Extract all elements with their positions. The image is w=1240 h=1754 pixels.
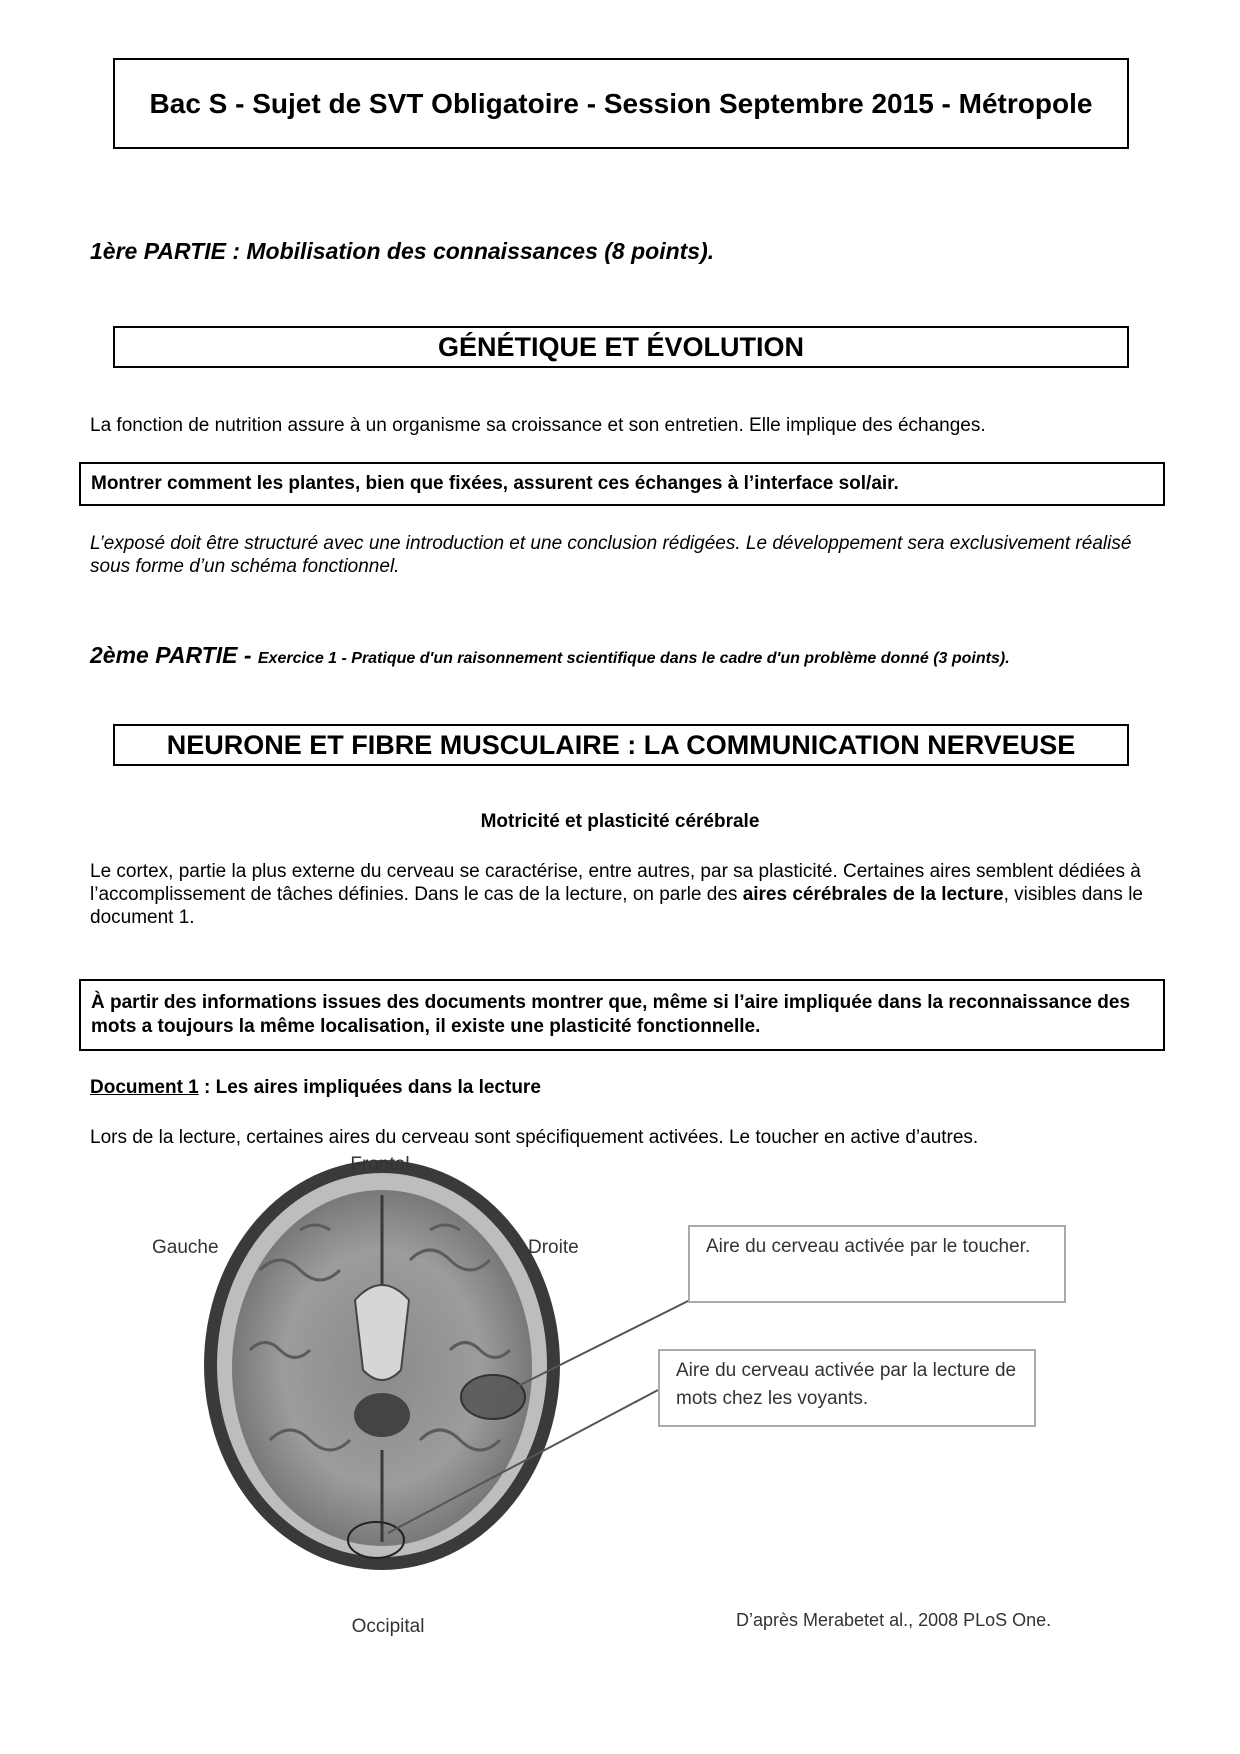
cortex-text-1: Le cortex, partie la plus externe du cerveau se caractérise, entre autres, par sa plasticité. Certaines aires semblent dédiées à l’accomplissement de tâches définies. Dans le cas de la lecture, on parle des <box>90 861 1141 905</box>
header-title-box <box>113 58 1129 149</box>
cortex-text-2: , visibles dans le document 1. <box>90 884 1143 928</box>
part2-cortex-paragraph <box>90 860 1160 929</box>
part1-heading: 1ère PARTIE : Mobilisation des connaissances (8 points). <box>90 238 715 264</box>
label-droite: Droite <box>528 1237 579 1258</box>
part2-heading <box>90 644 1150 670</box>
part1-theme: GÉNÉTIQUE ET ÉVOLUTION <box>437 331 805 362</box>
part1-task-box <box>79 462 1165 506</box>
label-gauche: Gauche <box>152 1237 219 1258</box>
part1-intro: La fonction de nutrition assure à un organisme sa croissance et son entretien. Elle implique des échanges. <box>90 415 986 436</box>
part2-task-box <box>79 979 1165 1051</box>
part2-heading-sub: Exercice 1 - Pratique d'un raisonnement scientifique dans le cadre d'un problème donné (3 points). <box>257 650 1010 667</box>
part2-theme: NEURONE ET FIBRE MUSCULAIRE : LA COMMUNICATION NERVEUSE <box>166 729 1076 760</box>
label-occipital: Occipital <box>351 1616 425 1637</box>
figure-credit: D’après Merabetet al., 2008 PLoS One. <box>736 1610 1052 1630</box>
part2-heading-main: 2ème PARTIE - <box>90 642 258 668</box>
callout-touch: Aire du cerveau activée par le toucher. <box>688 1225 1066 1303</box>
document1-label: Document 1 <box>90 1077 199 1098</box>
part1-task: Montrer comment les plantes, bien que fixées, assurent ces échanges à l’interface sol/air. <box>91 473 899 494</box>
document1-text: Lors de la lecture, certaines aires du cerveau sont spécifiquement activées. Le toucher en active d’autres. <box>90 1127 979 1148</box>
callout-reading: Aire du cerveau activée par la lecture de mots chez les voyants. <box>658 1349 1036 1427</box>
page-title: Bac S - Sujet de SVT Obligatoire - Session Septembre 2015 - Métropole <box>149 87 1093 119</box>
document1-heading <box>90 1077 541 1099</box>
cortex-text-bold: aires cérébrales de la lecture <box>742 884 1004 905</box>
part2-subtitle: Motricité et plasticité cérébrale <box>480 811 760 832</box>
ventricles <box>355 1285 409 1380</box>
part2-task: À partir des informations issues des documents montrer que, même si l’aire impliquée dans la reconnaissance des mots a toujours la même localisation, il existe une plasticité fonctionnelle. <box>91 992 1131 1037</box>
label-frontal: Frontal <box>350 1154 410 1175</box>
document1-title: : Les aires impliquées dans la lecture <box>198 1077 541 1098</box>
part2-theme-box <box>113 724 1129 766</box>
part1-theme-box <box>113 326 1129 368</box>
part1-instructions: L’exposé doit être structuré avec une introduction et une conclusion rédigées. Le développement sera exclusivement réalisé sous forme d’un schéma fonctionnel. <box>90 533 1132 577</box>
touch-area-marker <box>461 1375 525 1419</box>
cerebellar-region <box>354 1393 410 1437</box>
